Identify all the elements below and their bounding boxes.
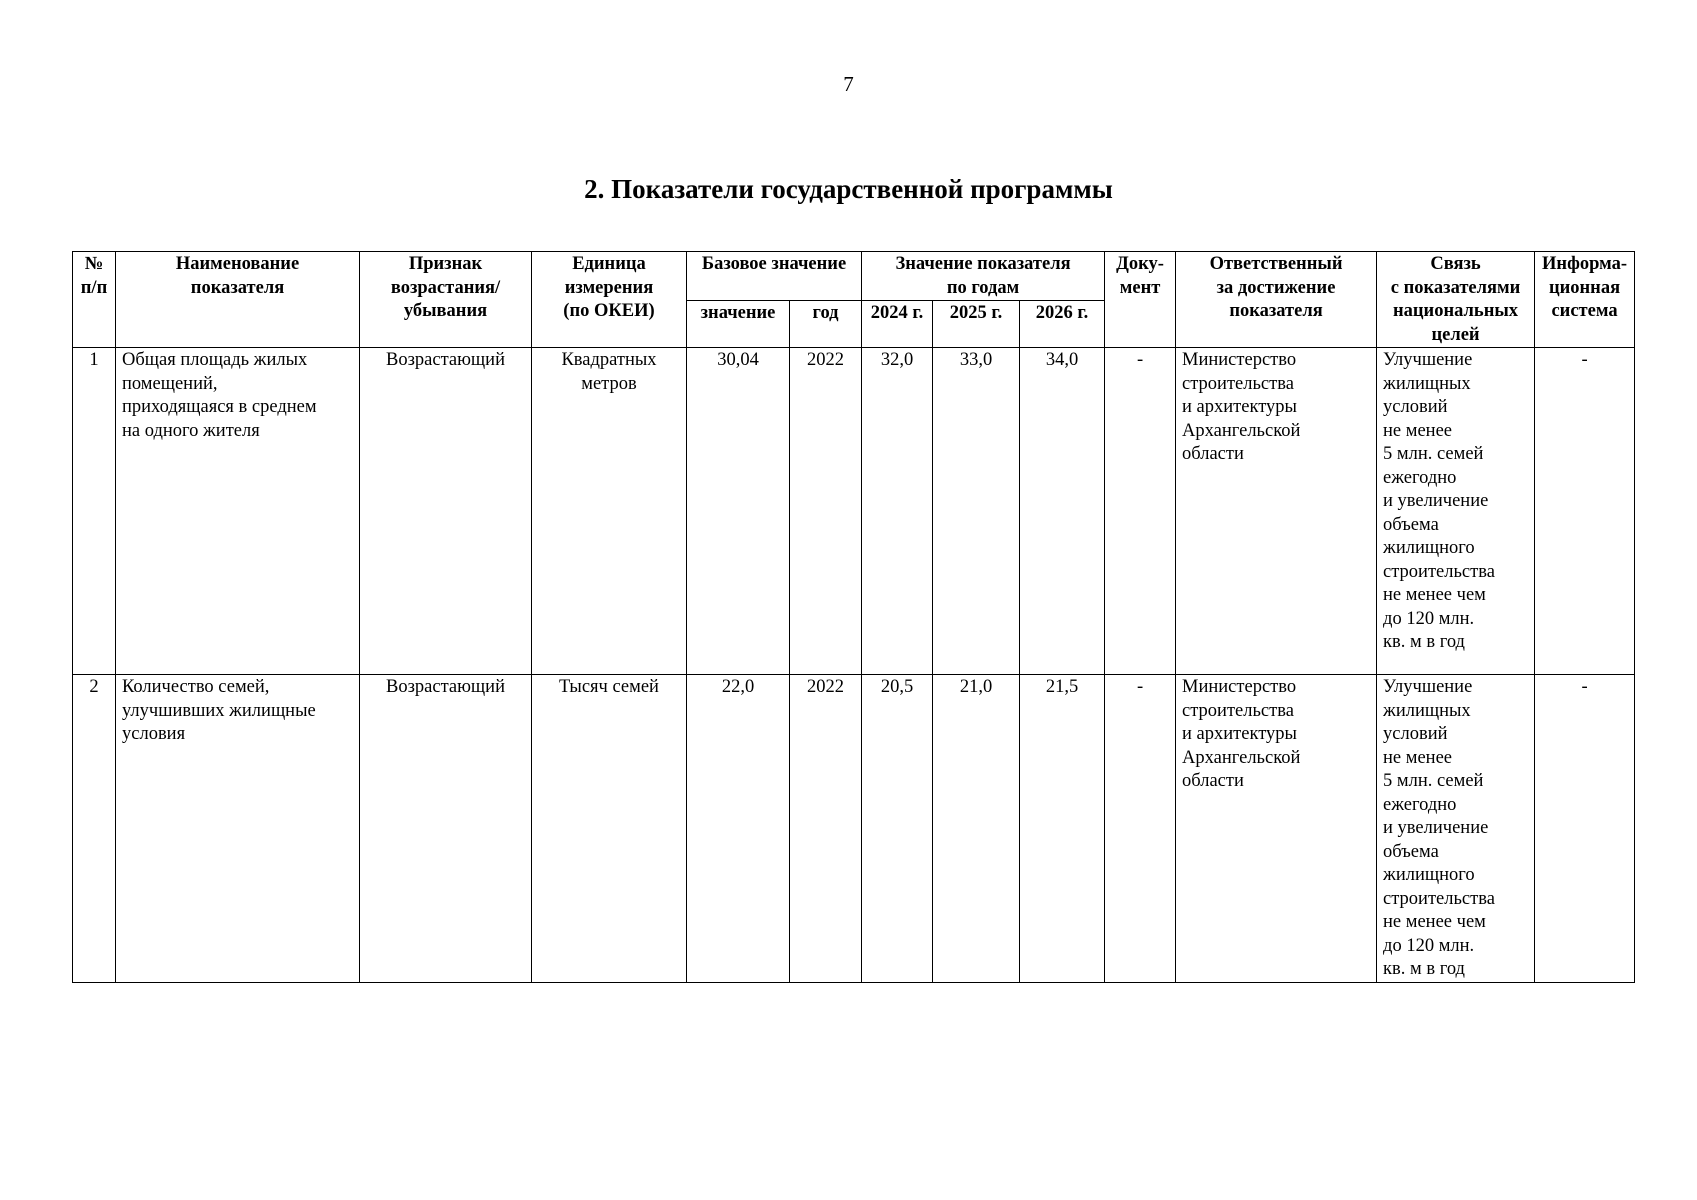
- cell-trend: Возрастающий: [360, 675, 532, 983]
- header-link: Связь с показателями национальных целей: [1377, 252, 1535, 348]
- cell-trend: Возрастающий: [360, 348, 532, 675]
- cell-link: Улучшение жилищных условий не менее 5 млн. семей ежегодно и увеличение объема жилищного строительства не менее чем до 120 млн. кв. м в год: [1377, 348, 1535, 675]
- header-name: Наименование показателя: [116, 252, 360, 348]
- table-row: [73, 348, 1635, 675]
- page-number: 7: [843, 72, 854, 96]
- cell-responsible: Министерство строительства и архитектуры Архангельской области: [1176, 675, 1377, 983]
- cell-link: Улучшение жилищных условий не менее 5 млн. семей ежегодно и увеличение объема жилищного строительства не менее чем до 120 млн. кв. м в год: [1377, 675, 1535, 983]
- cell-unit: Квадратных метров: [532, 348, 687, 675]
- cell-info-system: -: [1535, 348, 1635, 675]
- cell-2026: 21,5: [1020, 675, 1105, 983]
- header-unit: Единица измерения (по ОКЕИ): [532, 252, 687, 348]
- header-num: № п/п: [73, 252, 116, 348]
- cell-base-year: 2022: [790, 675, 862, 983]
- header-info-system: Информа- ционная система: [1535, 252, 1635, 348]
- header-base-year: год: [790, 301, 862, 348]
- cell-unit: Тысяч семей: [532, 675, 687, 983]
- indicators-table: [72, 251, 1635, 983]
- cell-2024: 20,5: [862, 675, 933, 983]
- header-document: Доку- мент: [1105, 252, 1176, 348]
- cell-2024: 32,0: [862, 348, 933, 675]
- cell-responsible: Министерство строительства и архитектуры Архангельской области: [1176, 348, 1377, 675]
- cell-base-year: 2022: [790, 348, 862, 675]
- cell-num: 2: [73, 675, 116, 983]
- cell-info-system: -: [1535, 675, 1635, 983]
- header-2024: 2024 г.: [862, 301, 933, 348]
- section-title: 2. Показатели государственной программы: [584, 174, 1113, 204]
- cell-document: -: [1105, 675, 1176, 983]
- header-base-value: значение: [687, 301, 790, 348]
- header-trend: Признак возрастания/ убывания: [360, 252, 532, 348]
- cell-2026: 34,0: [1020, 348, 1105, 675]
- cell-base-value: 22,0: [687, 675, 790, 983]
- cell-name: Количество семей, улучшивших жилищные условия: [116, 675, 360, 983]
- cell-name: Общая площадь жилых помещений, приходящаяся в среднем на одного жителя: [116, 348, 360, 675]
- cell-2025: 21,0: [933, 675, 1020, 983]
- cell-base-value: 30,04: [687, 348, 790, 675]
- table-row: [73, 675, 1635, 983]
- cell-num: 1: [73, 348, 116, 675]
- table-header-row: [73, 252, 1635, 301]
- header-2026: 2026 г.: [1020, 301, 1105, 348]
- cell-2025: 33,0: [933, 348, 1020, 675]
- cell-document: -: [1105, 348, 1176, 675]
- header-responsible: Ответственный за достижение показателя: [1176, 252, 1377, 348]
- header-values-by-year: Значение показателя по годам: [862, 252, 1105, 301]
- header-2025: 2025 г.: [933, 301, 1020, 348]
- header-base: Базовое значение: [687, 252, 862, 301]
